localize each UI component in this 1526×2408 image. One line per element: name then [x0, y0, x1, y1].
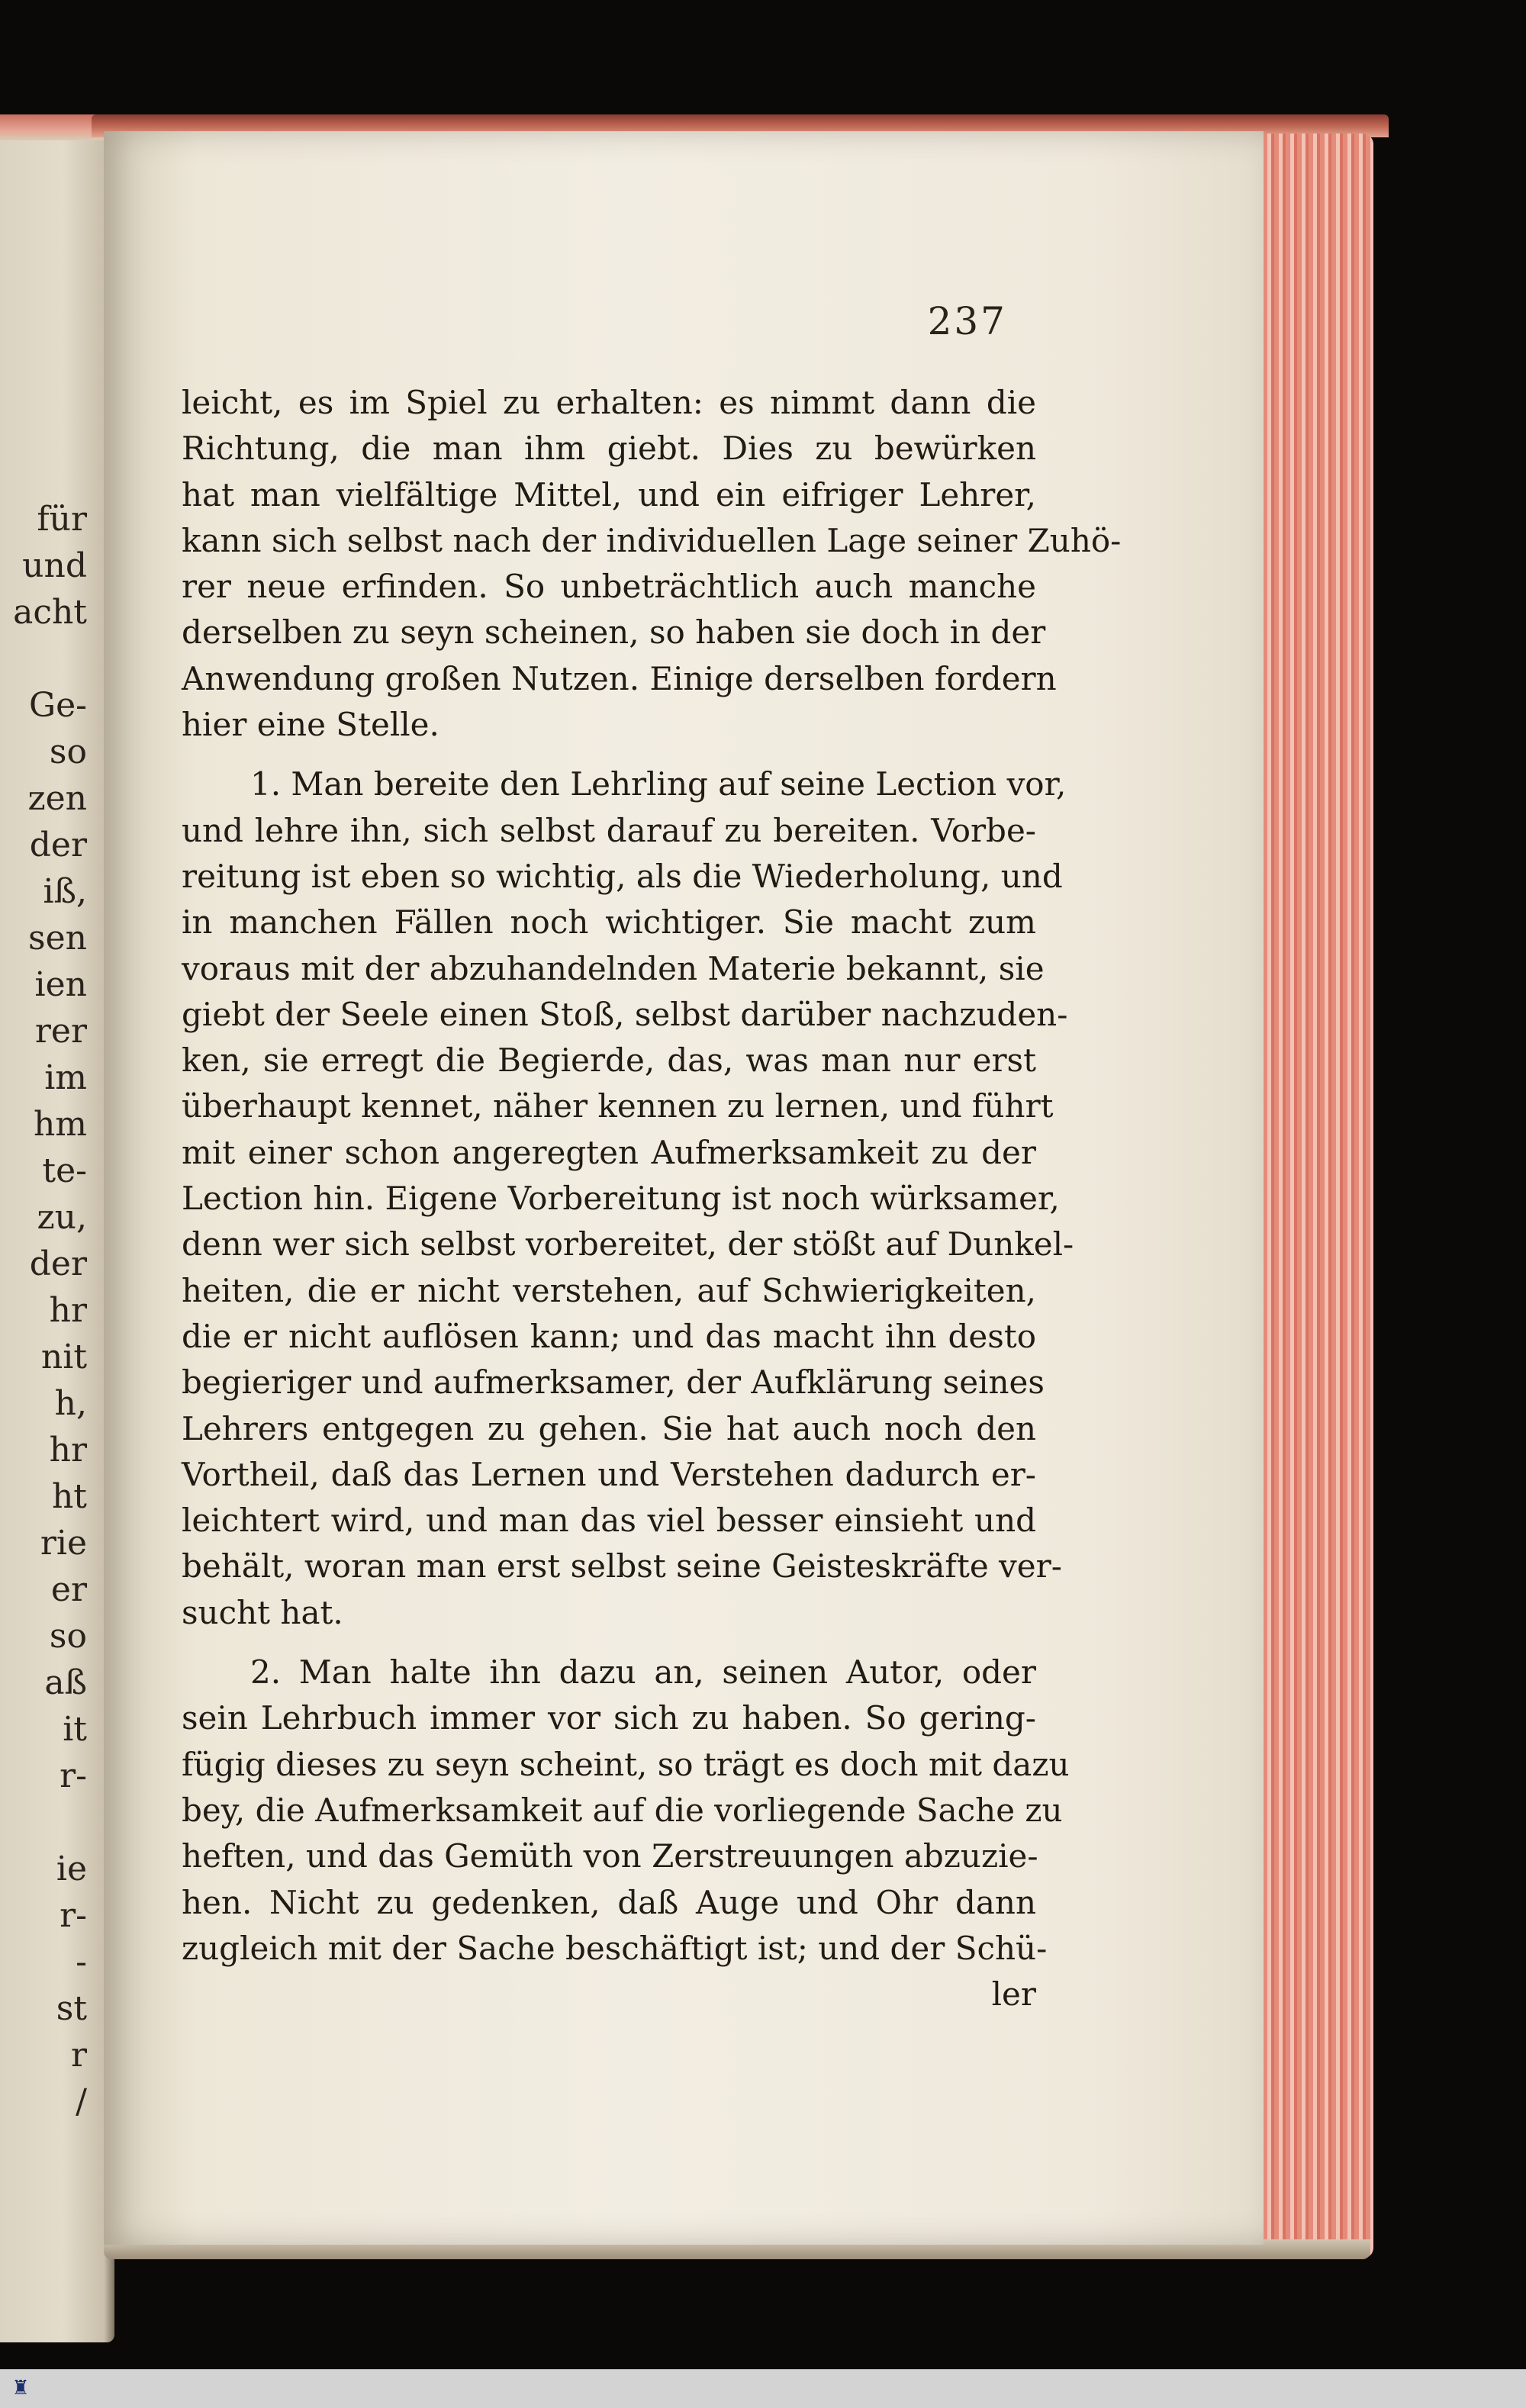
previous-page-fragment: rer	[34, 1012, 87, 1051]
previous-page-fragment: der	[29, 826, 87, 864]
text-line: behält, woran man erst selbst seine Geisteskräfte ver-	[182, 1547, 1062, 1585]
text-line: ken, sie erregt die Begierde, das, was man nur erst	[182, 1041, 1036, 1080]
text-line: hen. Nicht zu gedenken, daß Auge und Ohr dann	[182, 1883, 1036, 1921]
previous-page-fragment: sen	[28, 919, 87, 958]
text-line: 2. Man halte ihn dazu an, seinen Autor, oder	[250, 1653, 1036, 1692]
page-number: 237	[927, 299, 1007, 343]
catchword: ler	[991, 1975, 1036, 2014]
previous-page-fragment: acht	[13, 593, 87, 632]
previous-page-fragment: so	[49, 732, 87, 771]
viewer-bottom-bar	[0, 2369, 1526, 2408]
previous-page	[0, 114, 114, 2342]
previous-page-fragment: it	[63, 1710, 87, 1749]
previous-page-fragment: ie	[56, 1849, 87, 1888]
text-line: begieriger und aufmerksamer, der Aufklärung seines	[182, 1363, 1045, 1402]
text-line: heiten, die er nicht verstehen, auf Schwierigkeiten,	[182, 1271, 1036, 1309]
previous-page-fragment: für	[37, 500, 87, 539]
previous-page-fragment: rie	[40, 1524, 87, 1563]
previous-page-fragment	[0, 1799, 99, 1846]
text-line: hat man vielfältige Mittel, und ein eifriger Lehrer,	[182, 475, 1036, 513]
previous-page-fragment: -	[76, 1943, 87, 1981]
text-line: Lection hin. Eigene Vorbereitung ist noch würksamer,	[182, 1180, 1060, 1218]
body-text	[182, 380, 1122, 2017]
text-line: bey, die Aufmerksamkeit auf die vorliegende Sache zu	[182, 1791, 1063, 1829]
text-line: die er nicht auflösen kann; und das macht ihn desto	[182, 1317, 1036, 1355]
previous-page-fragment: r-	[60, 1896, 87, 1935]
previous-page-fragment: der	[29, 1244, 87, 1283]
previous-page-fragment: hr	[49, 1431, 87, 1470]
previous-page-fragment: h,	[54, 1384, 87, 1423]
text-line: denn wer sich selbst vorbereitet, der stößt auf Dunkel-	[182, 1225, 1074, 1264]
previous-page-fragment: zen	[27, 779, 87, 818]
text-line: in manchen Fällen noch wichtiger. Sie macht zum	[182, 903, 1036, 942]
text-line: giebt der Seele einen Stoß, selbst darüber nachzuden-	[182, 995, 1068, 1033]
text-line: derselben zu seyn scheinen, so haben sie doch in der	[182, 613, 1046, 652]
previous-page-fragment: hm	[33, 1105, 87, 1144]
previous-page-fragment: im	[44, 1058, 87, 1097]
previous-page-fragment: hr	[49, 1291, 87, 1330]
text-line: Anwendung großen Nutzen. Einige derselben fordern	[182, 659, 1057, 697]
library-logo-icon: ♜	[11, 2377, 30, 2400]
text-line: leicht, es im Spiel zu erhalten: es nimmt dann die	[182, 384, 1036, 421]
previous-page-fragment: te-	[42, 1151, 87, 1190]
text-line: sein Lehrbuch immer vor sich zu haben. So gering-	[182, 1699, 1036, 1737]
text-line: mit einer schon angeregten Aufmerksamkeit zu der	[182, 1133, 1036, 1171]
previous-page-fragment	[0, 636, 99, 682]
previous-page-fragment: er	[50, 1570, 87, 1609]
previous-page-fragment: st	[56, 1989, 87, 2028]
previous-page-fragment: /	[76, 2082, 87, 2121]
previous-page-fragment: Ge-	[28, 686, 87, 725]
previous-page-fragment: und	[22, 546, 87, 585]
text-line: Richtung, die man ihm giebt. Dies zu bewürken	[182, 430, 1036, 468]
page-block-edges	[1251, 134, 1373, 2258]
text-line: voraus mit der abzuhandelnden Materie bekannt, sie	[182, 949, 1045, 987]
previous-page-fragment: iß,	[43, 872, 87, 911]
text-line: Vortheil, daß das Lernen und Verstehen dadurch er-	[182, 1455, 1036, 1493]
paragraph	[182, 1650, 1070, 2017]
text-line: kann sich selbst nach der individuellen Lage seiner Zuhö-	[182, 521, 1122, 559]
text-line: sucht hat.	[182, 1593, 343, 1631]
text-line: 1. Man bereite den Lehrling auf seine Lection vor,	[250, 765, 1067, 803]
text-line: rer neue erfinden. So unbeträchtlich auch manche	[182, 568, 1036, 606]
text-line: heften, und das Gemüth von Zerstreuungen abzuzie-	[182, 1837, 1038, 1875]
text-line: hier eine Stelle.	[182, 706, 439, 744]
previous-page-fragment: ht	[51, 1477, 87, 1516]
text-line: reitung ist eben so wichtig, als die Wiederholung, und	[182, 857, 1063, 895]
text-line: und lehre ihn, sich selbst darauf zu bereiten. Vorbe-	[182, 811, 1036, 849]
text-line: Lehrers entgegen zu gehen. Sie hat auch noch den	[182, 1409, 1036, 1447]
previous-page-text	[0, 496, 99, 2251]
paragraph	[182, 761, 1074, 1636]
previous-page-fragment: ien	[34, 965, 87, 1004]
previous-page-fragment: r-	[60, 1756, 87, 1795]
previous-page-fragment: r	[70, 2036, 87, 2075]
paragraph	[182, 380, 1122, 748]
previous-page-fragment: zu,	[37, 1198, 87, 1237]
text-line: überhaupt kennet, näher kennen zu lernen, und führt	[182, 1087, 1054, 1125]
previous-page-fragment: nit	[40, 1338, 87, 1376]
text-line: fügig dieses zu seyn scheint, so trägt es doch mit dazu	[182, 1745, 1070, 1783]
previous-page-fragment: aß	[44, 1663, 87, 1702]
previous-page-fragment: so	[49, 1617, 87, 1656]
text-line: leichtert wird, und man das viel besser einsieht und	[182, 1502, 1036, 1540]
text-line: zugleich mit der Sache beschäftigt ist; und der Schü-	[182, 1929, 1048, 1967]
